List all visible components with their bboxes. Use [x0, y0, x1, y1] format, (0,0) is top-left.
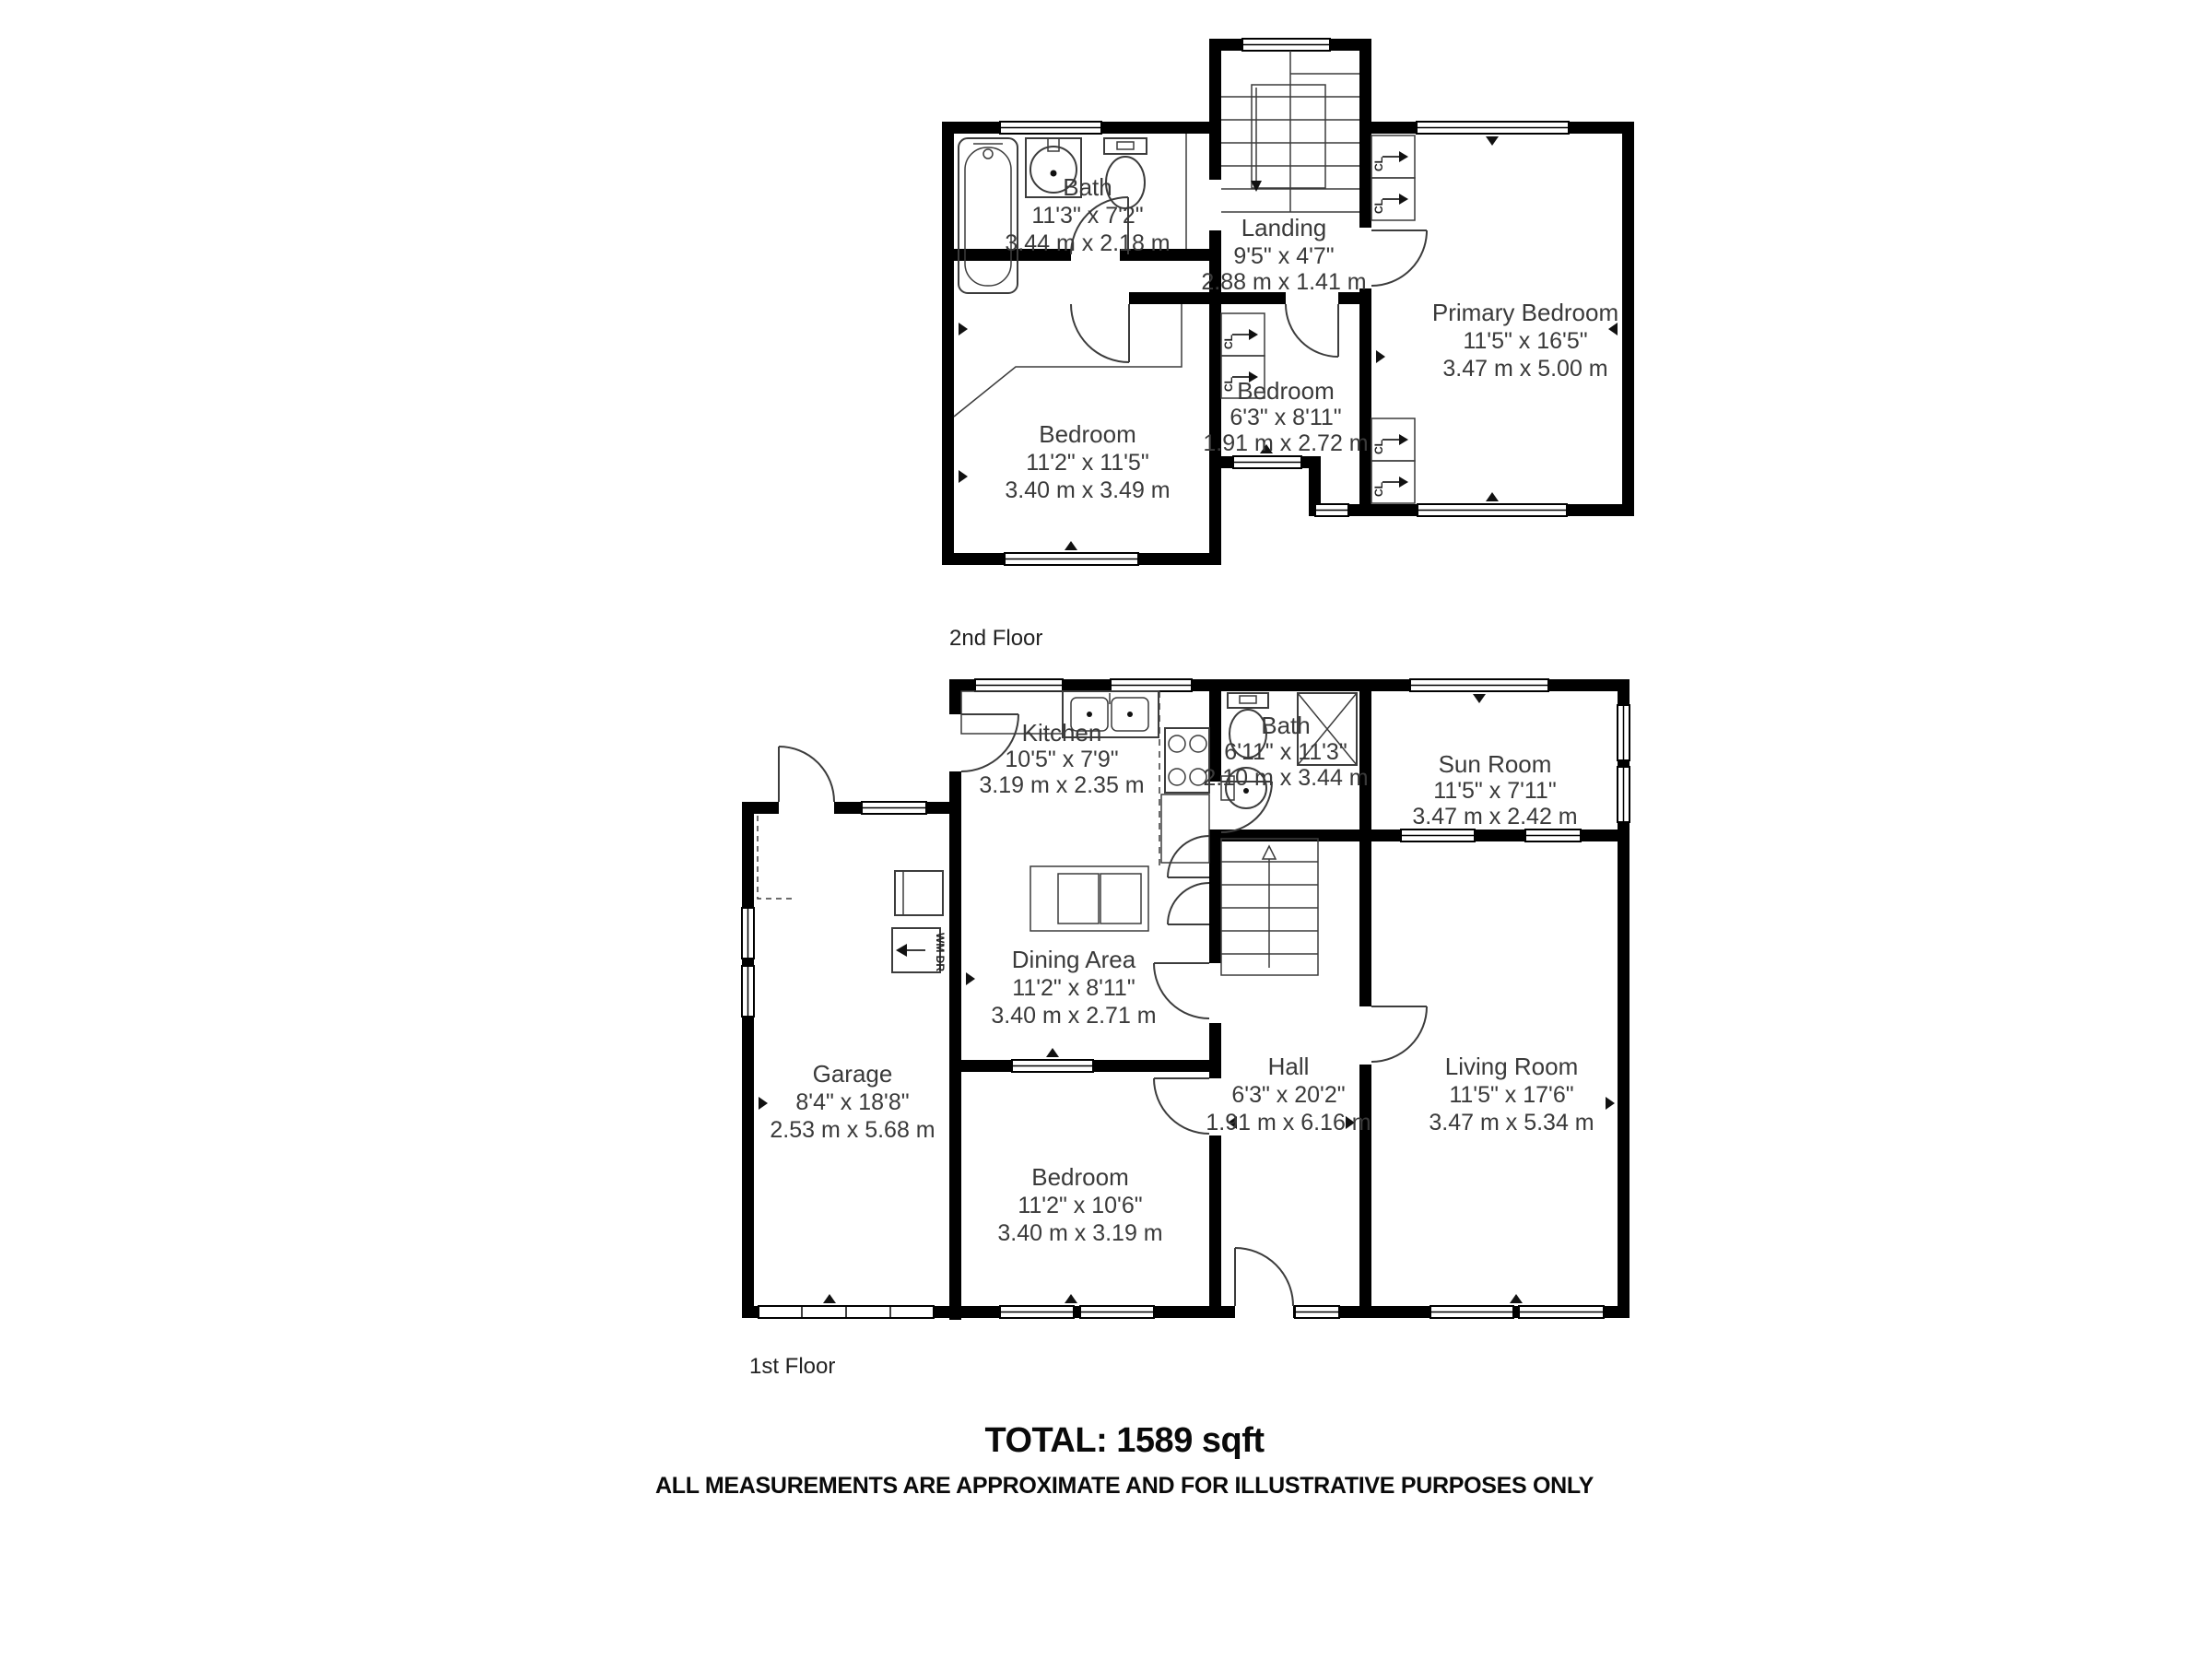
- room-name: Kitchen: [1021, 719, 1102, 747]
- refrigerator-icon: [895, 871, 943, 915]
- room-metric: 3.47 m x 5.34 m: [1429, 1110, 1594, 1135]
- room-name: Bedroom: [1031, 1163, 1129, 1191]
- sloped-ceiling-line: [954, 304, 1182, 417]
- svg-text:CL: CL: [1372, 440, 1385, 454]
- room-name: Living Room: [1444, 1053, 1579, 1080]
- closet: [1221, 313, 1265, 356]
- room-name: Primary Bedroom: [1431, 299, 1619, 326]
- room-label-hall: [1206, 1053, 1371, 1135]
- svg-text:CL: CL: [1222, 335, 1235, 349]
- first-floor-caption: 1st Floor: [749, 1354, 836, 1379]
- bathtub-icon: [959, 138, 1018, 293]
- room-metric: 1.91 m x 2.72 m: [1203, 430, 1369, 456]
- room-label-garage: [770, 1060, 935, 1143]
- svg-text:CL: CL: [1372, 482, 1385, 497]
- room-metric: 3.40 m x 2.71 m: [991, 1003, 1157, 1029]
- room-name: Bedroom: [1237, 377, 1335, 405]
- room-imperial: 11'2" x 11'5": [1026, 450, 1149, 476]
- room-imperial: 6'3" x 8'11": [1230, 405, 1342, 430]
- svg-text:CL: CL: [1372, 157, 1385, 171]
- room-metric: 3.47 m x 5.00 m: [1442, 356, 1608, 382]
- closet: [1371, 461, 1415, 503]
- room-name: Garage: [812, 1060, 893, 1088]
- room-name: Hall: [1267, 1053, 1310, 1080]
- room-imperial: 8'4" x 18'8": [795, 1089, 910, 1115]
- room-label-bath-1f: [1203, 712, 1368, 791]
- room-metric: 3.40 m x 3.19 m: [997, 1220, 1163, 1246]
- svg-text:CL: CL: [1372, 199, 1385, 214]
- room-metric: 2.53 m x 5.68 m: [770, 1117, 935, 1143]
- room-metric: 1.91 m x 6.16 m: [1206, 1110, 1371, 1135]
- room-name: Dining Area: [1011, 946, 1136, 973]
- room-imperial: 11'2" x 8'11": [1012, 975, 1135, 1001]
- room-imperial: 6'11" x 11'3": [1224, 739, 1347, 765]
- room-imperial: 11'5" x 16'5": [1463, 328, 1588, 354]
- second-floor-plan: [942, 39, 1634, 565]
- room-imperial: 10'5" x 7'9": [1005, 747, 1119, 772]
- room-label-sun-room: [1412, 750, 1577, 830]
- room-imperial: 6'3" x 20'2": [1231, 1082, 1346, 1108]
- staircase-upper: [1221, 51, 1359, 212]
- room-metric: 2.88 m x 1.41 m: [1201, 269, 1367, 295]
- washer-dryer-icon: [892, 928, 947, 972]
- room-name: Landing: [1241, 214, 1327, 241]
- room-imperial: 11'5" x 17'6": [1449, 1082, 1574, 1108]
- room-label-landing: [1201, 214, 1366, 295]
- room-label-bedroom-2f: [1005, 420, 1170, 503]
- total-area-text: TOTAL: 1589 sqft: [984, 1421, 1265, 1460]
- closet: [1371, 135, 1415, 178]
- washer-dryer-label: WM DR: [934, 933, 947, 971]
- staircase-lower: [1221, 839, 1318, 975]
- room-metric: 3.47 m x 2.42 m: [1412, 804, 1578, 830]
- closet: [1371, 178, 1415, 220]
- room-label-bedroom-1f: [997, 1163, 1162, 1246]
- room-imperial: 11'2" x 10'6": [1018, 1193, 1143, 1218]
- closet: [1371, 418, 1415, 461]
- svg-text:CL: CL: [1222, 377, 1235, 392]
- room-name: Bath: [1261, 712, 1311, 739]
- room-imperial: 11'5" x 7'11": [1433, 778, 1557, 804]
- room-metric: 3.19 m x 2.35 m: [979, 772, 1145, 798]
- room-imperial: 11'3" x 7'2": [1031, 203, 1144, 229]
- room-metric: 3.44 m x 2.18 m: [1005, 230, 1171, 256]
- second-floor-caption: 2nd Floor: [949, 626, 1043, 651]
- room-metric: 2.10 m x 3.44 m: [1203, 765, 1369, 791]
- room-label-primary-bedroom: [1432, 299, 1618, 382]
- room-name: Bedroom: [1039, 420, 1136, 448]
- room-imperial: 9'5" x 4'7": [1233, 243, 1335, 269]
- first-floor-plan: [742, 679, 1630, 1320]
- disclaimer-text: ALL MEASUREMENTS ARE APPROXIMATE AND FOR ILLUSTRATIVE PURPOSES ONLY: [655, 1473, 1594, 1499]
- room-name: Bath: [1063, 173, 1112, 201]
- garage-dashed-line: [758, 816, 794, 899]
- room-metric: 3.40 m x 3.49 m: [1005, 477, 1171, 503]
- room-label-dining-area: [991, 946, 1156, 1029]
- room-label-living-room: [1429, 1053, 1594, 1135]
- room-name: Sun Room: [1438, 750, 1552, 778]
